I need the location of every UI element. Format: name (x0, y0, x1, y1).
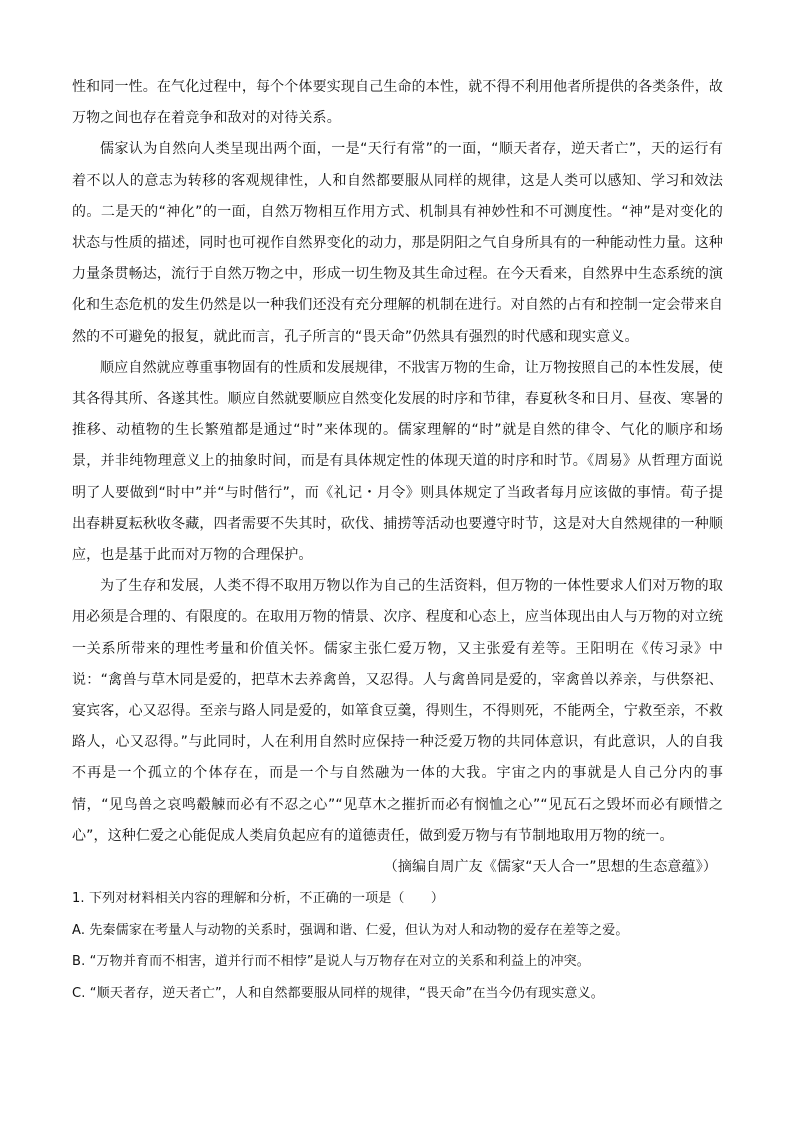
paragraph-1: 性和同一性。在气化过程中，每个个体要实现自己生命的本性，就不得不利用他者所提供的各类条件，故万物之间也存在着竞争和敌对的对待关系。 (72, 79, 723, 127)
paragraph-2: 儒家认为自然向人类呈现出两个面，一是“天行有常”的一面，“顺天者存，逆天者亡”，天的运行有着不以人的意志为转移的客观规律性，人和自然都要服从同样的规律，这是人类可以感知、学习和效法的。二是天的“神化”的一面，自然万物相互作用方式、机制具有神妙性和不可测度性。“神”是对变化的状态与性质的描述，同时也可视作自然界变化的动力，那是阴阳之气自身所具有的一种能动性力量。这种力量条贯畅达，流行于自然万物之中，形成一切生物及其生命过程。在今天看来，自然界中生态系统的演化和生态危机的发生仍然是以一种我们还没有充分理解的机制在进行。对自然的占有和控制一定会带来自然的不可避免的报复，就此而言，孔子所言的“畏天命”仍然具有强烈的时代感和现实意义。 (72, 141, 723, 345)
paragraph-3: 顺应自然就应尊重事物固有的性质和发展规律，不戕害万物的生命，让万物按照自己的本性发展，使其各得其所、各遂其性。顺应自然就要顺应自然变化发展的时序和节律，春夏秋冬和日月、昼夜、寒暑的推移、动植物的生长繁殖都是通过“时”来体现的。儒家理解的“时”就是自然的律令、气化的顺序和场景，并非纯物理意义上的抽象时间，而是有具体规定性的体现天道的时序和时节。《周易》从哲理方面说明了人要做到“时中”并“与时偕行”，而《礼记・月令》则具体规定了当政者每月应该做的事情。荀子提出春耕夏耘秋收冬藏，四者需要不失其时，砍伐、捕捞等活动也要遵守时节，这是对大自然规律的一种顺应，也是基于此而对万物的合理保护。 (72, 359, 723, 564)
document-page (72, 72, 723, 1009)
question-stem: 1. 下列对材料相关内容的理解和分析，不正确的一项是（ ） (72, 891, 445, 907)
option-a: A. 先秦儒家在考量人与动物的关系时，强调和谐、仁爱，但认为对人和动物的爱存在差等之爱。 (72, 922, 629, 938)
option-c: C. “顺天者存，逆天者亡”，人和自然都要服从同样的规律，“畏天命”在当今仍有现实意义。 (72, 985, 604, 1001)
source-citation: （摘编自周广友《儒家“天人合一”思想的生态意蕴》） (383, 859, 717, 876)
paragraph-4: 为了生存和发展，人类不得不取用万物以作为自己的生活资料，但万物的一体性要求人们对万物的取用必须是合理的、有限度的。在取用万物的情景、次序、程度和心态上，应当体现出由人与万物的对立统一关系所带来的理性考量和价值关怀。儒家主张仁爱万物，又主张爱有差等。王阳明在《传习录》中说：“禽兽与草木同是爱的，把草木去养禽兽，又忍得。人与禽兽同是爱的，宰禽兽以养亲，与供祭祀、宴宾客，心又忍得。至亲与路人同是爱的，如箪食豆羹，得则生，不得则死，不能两全，宁救至亲，不救路人，心又忍得。”与此同时，人在利用自然时应保持一种泛爱万物的共同体意识，有此意识，人的自我不再是一个孤立的个体存在，而是一个与自然融为一体的大我。宇宙之内的事就是人自己分内的事情，“见鸟兽之哀鸣觳觫而必有不忍之心”“见草木之摧折而必有悯恤之心”“见瓦石之毁坏而必有顾惜之心”，这种仁爱之心能促成人类肩负起应有的道德责任，做到爱万物与有节制地取用万物的统一。 (72, 578, 723, 844)
option-b: B. “万物并育而不相害，道并行而不相悖”是说人与万物存在对立的关系和利益上的冲突。 (72, 954, 590, 970)
